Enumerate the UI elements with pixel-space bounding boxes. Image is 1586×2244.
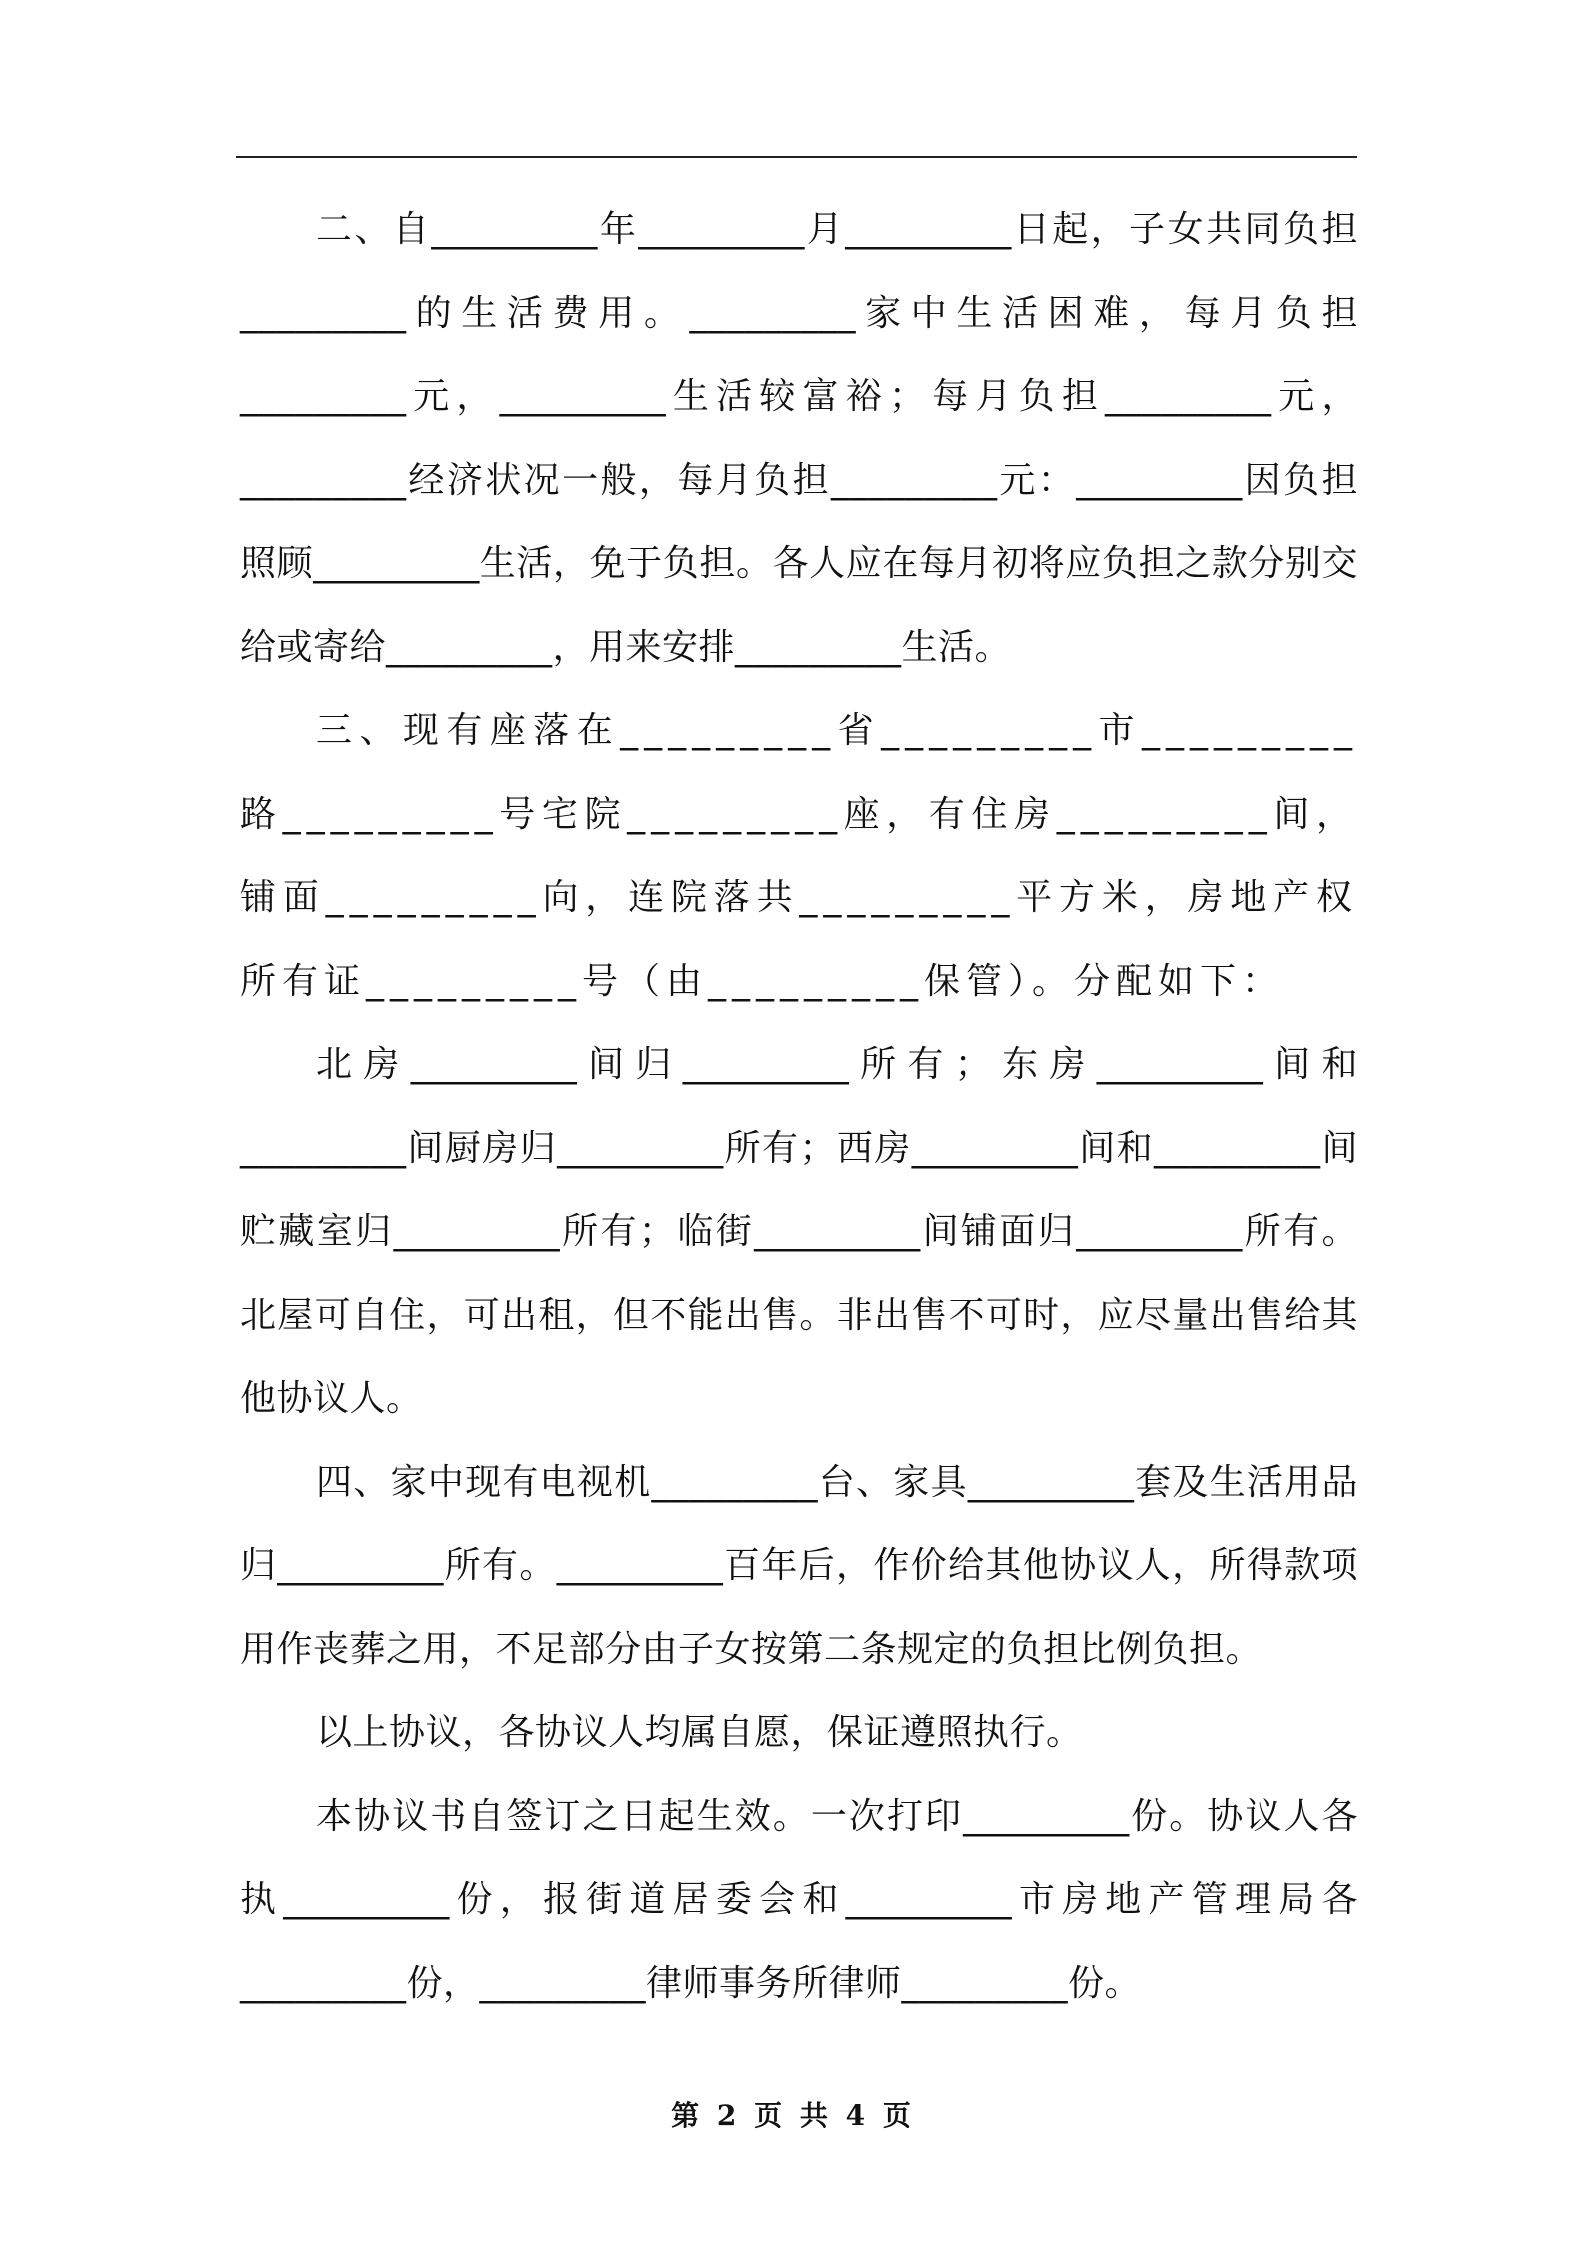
effective-clause-paragraph: 本协议书自签订之日起生效。一次打印_________份。协议人各执_________份，报街道居委会和_________市房地产管理局各_________份，_________律师事务所律师_________份。 xyxy=(240,1795,1358,2004)
document-body xyxy=(240,188,1358,2025)
voluntary-statement-paragraph: 以上协议，各协议人均属自愿，保证遵照执行。 xyxy=(316,1712,1083,1753)
clause-4-paragraph: 四、家中现有电视机_________台、家具_________套及生活用品归_________所有。_________百年后，作价给其他协议人，所得款项用作丧葬之用，不足部分由子女按第二条规定的负担比例负担。 xyxy=(240,1461,1358,1670)
room-allocation-paragraph: 北房_________间归_________所有；东房_________间和_________间厨房归_________所有；西房_________间和_________间贮藏室归_________所有；临街_________间铺面归_________所有。北屋可自住，可出租，但不能出售。非出售不可时，应尽量出售给其他协议人。 xyxy=(240,1044,1358,1419)
header-rule xyxy=(236,156,1357,158)
clause-2-paragraph: 二、自_________年_________月_________日起，子女共同负担_________的生活费用。_________家中生活困难，每月负担_________元，_________生活较富裕；每月负担_________元，_________经济状况一般，每月负担_________元：_________因负担照顾_________生活，免于负担。各人应在每月初将应负担之款分别交给或寄给_________，用来安排_________生活。 xyxy=(240,209,1358,668)
clause-3-paragraph: 三、现有座落在_________省_________市_________路_________号宅院_________座，有住房_________间，铺面_________向，连院落共_________平方米，房地产权所有证_________号（由_________保管）。分配如下： xyxy=(240,710,1358,1002)
page-number-footer: 第 2 页 共 4 页 xyxy=(671,2099,915,2132)
